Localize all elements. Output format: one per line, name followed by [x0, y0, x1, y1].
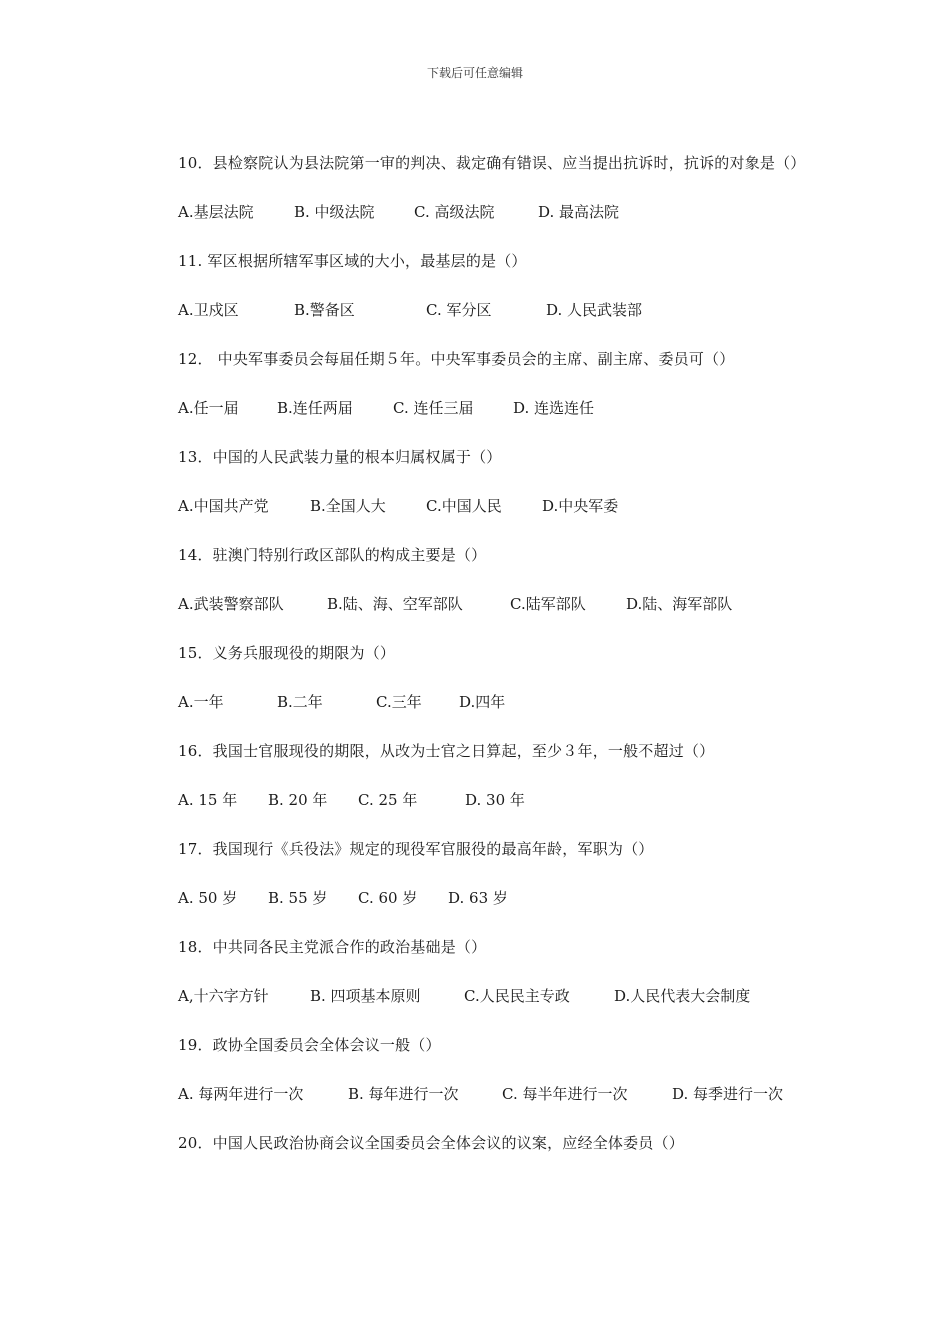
question-20-stem: 20．中国人民政治协商会议全国委员会全体会议的议案，应经全体委员（）: [178, 1134, 684, 1152]
question-14-option-a: A.武装警察部队: [178, 595, 284, 613]
question-11-option-b: B.警备区: [294, 301, 355, 319]
question-10-option-b: B. 中级法院: [294, 203, 375, 221]
question-12-option-a: A.任一届: [178, 399, 239, 417]
question-14-stem: 14．驻澳门特别行政区部队的构成主要是（）: [178, 546, 487, 564]
question-15-option-d: D.四年: [459, 693, 506, 711]
question-19-option-b: B. 每年进行一次: [348, 1085, 459, 1103]
question-18-options: [178, 981, 813, 1011]
question-18-option-c: C.人民民主专政: [464, 987, 570, 1005]
question-18-option-a: A,十六字方针: [178, 987, 269, 1005]
question-18-option-b: B. 四项基本原则: [310, 987, 421, 1005]
question-16-option-c: C. 25 年: [358, 791, 418, 809]
question-13-stem: 13．中国的人民武装力量的根本归属权属于（）: [178, 448, 502, 466]
question-12-option-c: C. 连任三届: [393, 399, 474, 417]
question-19-option-a: A. 每两年进行一次: [178, 1085, 304, 1103]
question-12-option-b: B.连任两届: [277, 399, 353, 417]
question-16-stem: 16．我国士官服现役的期限，从改为士官之日算起，至少３年，一般不超过（）: [178, 742, 715, 760]
question-17-option-d: D. 63 岁: [448, 889, 508, 907]
question-11-options: [178, 295, 813, 325]
question-14-options: [178, 589, 813, 619]
question-17-option-c: C. 60 岁: [358, 889, 418, 907]
question-11-option-a: A.卫戍区: [178, 301, 239, 319]
question-10-option-d: D. 最高法院: [538, 203, 620, 221]
question-12-stem: 12． 中央军事委员会每届任期５年。中央军事委员会的主席、副主席、委员可（）: [178, 350, 735, 368]
question-10-option-a: A.基层法院: [178, 203, 254, 221]
question-19-stem: 19．政协全国委员会全体会议一般（）: [178, 1036, 441, 1054]
question-16-option-a: A. 15 年: [178, 791, 238, 809]
page-header: 下载后可任意编辑: [426, 66, 523, 80]
question-17-option-b: B. 55 岁: [268, 889, 328, 907]
question-11-option-c: C. 军分区: [426, 301, 492, 319]
question-12-option-d: D. 连选连任: [513, 399, 595, 417]
question-15-option-a: A.一年: [178, 693, 224, 711]
question-list: [145, 148, 813, 1177]
question-10-options: [178, 197, 813, 227]
question-13-options: [178, 491, 813, 521]
question-15-stem: 15．义务兵服现役的期限为（）: [178, 644, 396, 662]
question-18-stem: 18．中共同各民主党派合作的政治基础是（）: [178, 938, 487, 956]
question-15-options: [178, 687, 813, 717]
question-19-options: [178, 1079, 813, 1109]
question-15-option-b: B.二年: [277, 693, 323, 711]
question-17-option-a: A. 50 岁: [178, 889, 238, 907]
question-16-options: [178, 785, 813, 815]
question-12-options: [178, 393, 813, 423]
question-16-option-d: D. 30 年: [465, 791, 525, 809]
question-13-option-c: C.中国人民: [426, 497, 502, 515]
question-13-option-a: A.中国共产党: [178, 497, 269, 515]
question-11-option-d: D. 人民武装部: [546, 301, 643, 319]
question-17-options: [178, 883, 813, 913]
question-19-option-d: D. 每季进行一次: [672, 1085, 784, 1103]
question-14-option-b: B.陆、海、空军部队: [327, 595, 463, 613]
question-19-option-c: C. 每半年进行一次: [502, 1085, 628, 1103]
question-14-option-c: C.陆军部队: [510, 595, 586, 613]
question-11-stem: 11. 军区根据所辖军事区域的大小，最基层的是（）: [178, 252, 527, 270]
question-13-option-d: D.中央军委: [542, 497, 619, 515]
question-10-stem: 10．县检察院认为县法院第一审的判决、裁定确有错误、应当提出抗诉时，抗诉的对象是（）: [178, 154, 806, 172]
question-16-option-b: B. 20 年: [268, 791, 328, 809]
question-14-option-d: D.陆、海军部队: [626, 595, 733, 613]
question-17-stem: 17．我国现行《兵役法》规定的现役军官服役的最高年龄，军职为（）: [178, 840, 654, 858]
question-13-option-b: B.全国人大: [310, 497, 386, 515]
question-15-option-c: C.三年: [376, 693, 422, 711]
question-18-option-d: D.人民代表大会制度: [614, 987, 751, 1005]
question-10-option-c: C. 高级法院: [414, 203, 495, 221]
